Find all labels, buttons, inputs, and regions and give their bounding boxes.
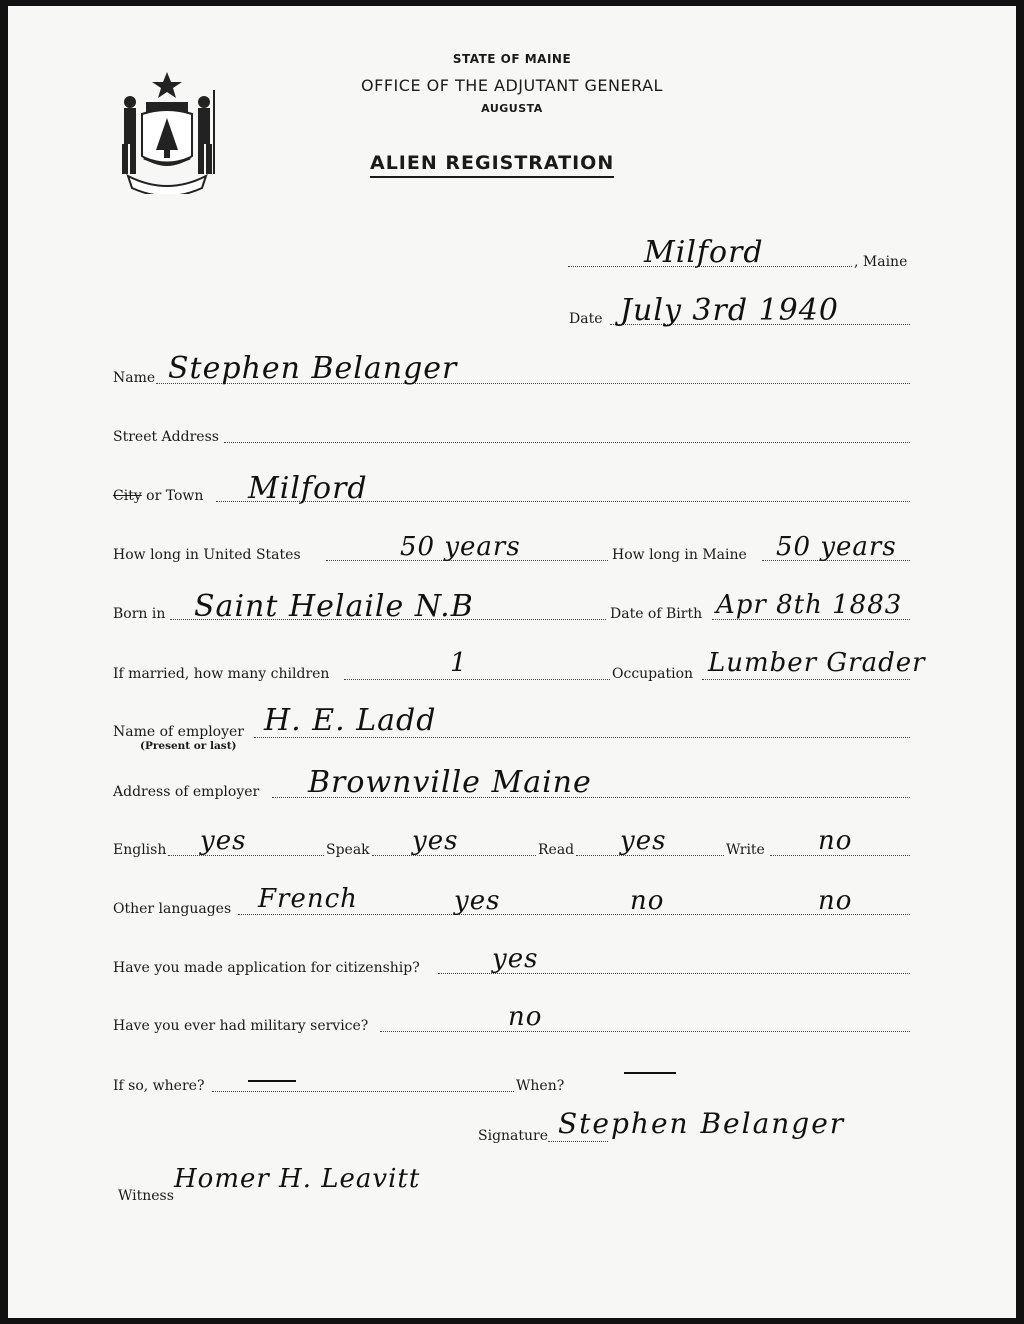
english-label: English: [113, 842, 167, 858]
name-value: Stephen Belanger: [168, 351, 458, 386]
children-line: [344, 679, 610, 680]
military-value: no: [508, 1002, 543, 1032]
occupation-line: [702, 679, 910, 680]
citizenship-label: Have you made application for citizenship?: [113, 960, 420, 976]
write-label: Write: [726, 842, 765, 858]
when-dash: [624, 1072, 676, 1074]
if-so-where-label: If so, where?: [113, 1078, 205, 1094]
signature-line: [548, 1141, 608, 1142]
children-label: If married, how many children: [113, 666, 330, 682]
military-label: Have you ever had military service?: [113, 1018, 369, 1034]
english-speak-value: yes: [412, 826, 459, 856]
state-heading: STATE OF MAINE: [452, 52, 572, 66]
city-town-label: [113, 488, 203, 504]
other-languages-line: [238, 914, 910, 915]
how-long-us-value: 50 years: [400, 532, 521, 562]
registration-form: [8, 6, 1016, 1318]
or-town-label: or Town: [141, 488, 204, 504]
when-label: When?: [516, 1078, 565, 1094]
street-address-line: [224, 442, 910, 443]
signature-value: Stephen Belanger: [558, 1107, 846, 1140]
date-of-birth-value: Apr 8th 1883: [716, 590, 903, 620]
children-value: 1: [450, 648, 468, 678]
how-long-maine-value: 50 years: [776, 532, 897, 562]
speak-label: Speak: [326, 842, 370, 858]
employer-value: H. E. Ladd: [264, 703, 437, 738]
date-of-birth-label: Date of Birth: [610, 606, 703, 622]
other-write-value: no: [818, 886, 853, 916]
citizenship-value: yes: [492, 944, 539, 974]
maine-label: , Maine: [854, 254, 908, 270]
english-read-value: yes: [620, 826, 667, 856]
name-label: Name: [113, 370, 156, 386]
city-struck-label: City: [113, 488, 142, 504]
military-line: [380, 1031, 910, 1032]
date-label: Date: [569, 311, 603, 327]
other-languages-label: Other languages: [113, 901, 232, 917]
read-label: Read: [538, 842, 575, 858]
office-heading: OFFICE OF THE ADJUTANT GENERAL: [361, 76, 663, 95]
employer-label: Name of employer: [113, 724, 244, 740]
how-long-us-label: How long in United States: [113, 547, 301, 563]
born-in-label: Born in: [113, 606, 166, 622]
employer-address-value: Brownville Maine: [308, 765, 592, 800]
street-address-label: Street Address: [113, 429, 219, 445]
where-line: [212, 1091, 514, 1092]
form-title: ALIEN REGISTRATION: [370, 152, 614, 178]
witness-label: Witness: [118, 1188, 174, 1204]
date-value: July 3rd 1940: [620, 293, 839, 328]
how-long-maine-label: How long in Maine: [612, 547, 747, 563]
town-header-value: Milford: [644, 235, 764, 270]
where-dash: [248, 1080, 296, 1082]
occupation-value: Lumber Grader: [708, 648, 926, 678]
other-language-value: French: [258, 884, 358, 914]
other-speak-value: yes: [454, 886, 501, 916]
signature-label: Signature: [478, 1128, 549, 1144]
city-heading: AUGUSTA: [481, 102, 543, 115]
witness-value: Homer H. Leavitt: [174, 1164, 421, 1194]
occupation-label: Occupation: [612, 666, 694, 682]
town-value: Milford: [248, 471, 368, 506]
english-write-value: no: [818, 826, 853, 856]
english-value: yes: [200, 826, 247, 856]
english-line: [168, 855, 324, 856]
employer-note: (Present or last): [140, 740, 237, 752]
born-in-value: Saint Helaile N.B: [194, 589, 474, 624]
employer-address-label: Address of employer: [113, 784, 260, 800]
other-read-value: no: [630, 886, 665, 916]
